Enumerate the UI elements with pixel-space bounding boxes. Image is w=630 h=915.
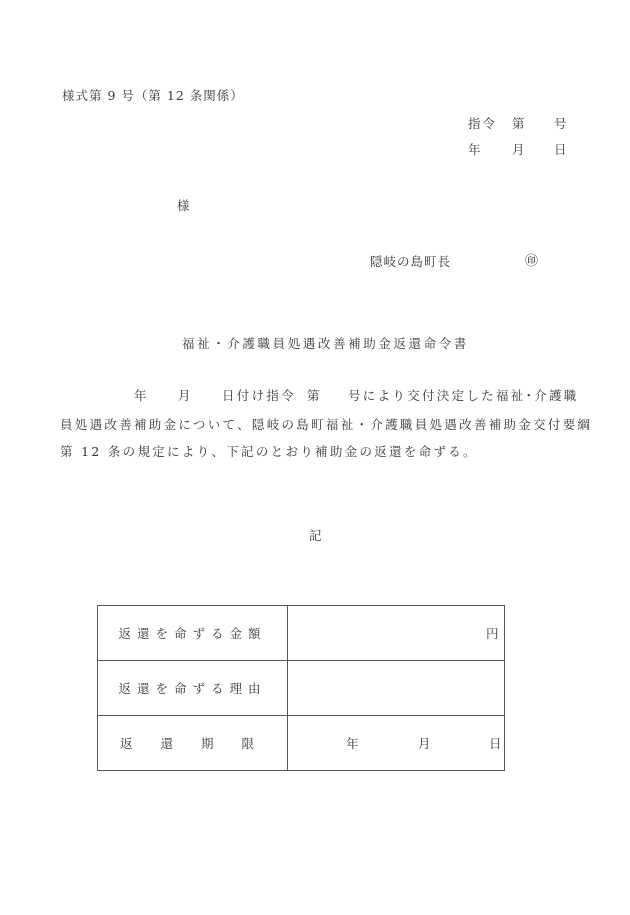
header-date-line [468, 142, 567, 157]
reason-field[interactable] [288, 661, 505, 716]
order-dai: 第 [512, 116, 525, 131]
issuer-name: 隠岐の島町長 [370, 254, 452, 269]
header-year: 年 [468, 142, 481, 157]
amount-field[interactable] [288, 606, 505, 661]
seal-mark: ㊞ [525, 254, 539, 269]
body-year: 年 [134, 388, 149, 403]
body-rest: 号により交付決定した福祉･介護職 [348, 388, 579, 403]
document-title: 福祉・介護職員処遇改善補助金返還命令書 [182, 336, 469, 351]
body-paragraph [60, 388, 593, 470]
deadline-field[interactable] [288, 716, 505, 771]
amount-label: 返還を命ずる金額 [98, 606, 288, 661]
ki-heading: 記 [309, 528, 322, 543]
body-dai: 第 [307, 388, 322, 403]
body-day-ref: 日付け指令 [222, 388, 297, 403]
order-number-line [468, 116, 567, 131]
deadline-year: 年 [346, 736, 359, 751]
table-row-amount [98, 606, 505, 661]
header-month: 月 [512, 142, 525, 157]
order-prefix: 指令 [468, 116, 498, 131]
body-line-3: 第 12 条の規定により、下記のとおり補助金の返還を命ずる。 [60, 444, 478, 459]
table-row-reason [98, 661, 505, 716]
deadline-label: 返還期限 [98, 716, 288, 771]
yen-unit: 円 [486, 626, 499, 641]
reason-label: 返還を命ずる理由 [98, 661, 288, 716]
deadline-day: 日 [489, 736, 502, 751]
body-month: 月 [178, 388, 193, 403]
addressee-honorific: 様 [177, 198, 190, 213]
header-day: 日 [554, 142, 567, 157]
order-go: 号 [554, 116, 567, 131]
deadline-month: 月 [418, 736, 431, 751]
table-row-deadline [98, 716, 505, 771]
form-reference: 様式第 9 号（第 12 条関係） [62, 88, 244, 103]
body-line-2: 員処遇改善補助金について、隠岐の島町福祉・介護職員処遇改善補助金交付要綱 [60, 417, 593, 432]
refund-details-table [97, 605, 505, 771]
